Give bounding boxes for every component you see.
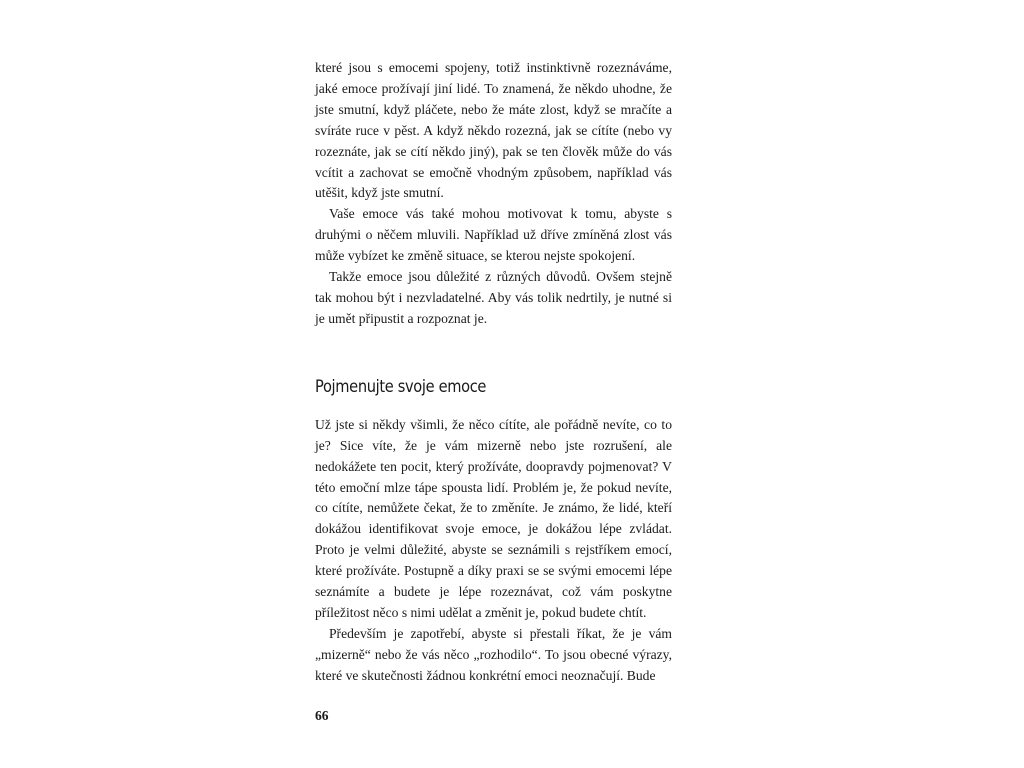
- page-body: [315, 58, 672, 687]
- paragraph-2: Vaše emoce vás také mohou motivovat k tomu, abyste s druhými o něčem mluvili. Například už dříve zmíněná zlost vás může vybízet ke změně situace, se kterou nejste spokojení.: [315, 206, 672, 264]
- paragraph-5: Především je zapotřebí, abyste si přestali říkat, že je vám „mizerně“ nebo že vás něco „rozhodilo“. To jsou obecné výrazy, které ve skutečnosti žádnou konkrétní emoci neoznačují. Bude: [315, 625, 672, 683]
- section-heading: Pojmenujte svoje emoce: [315, 376, 487, 397]
- paragraph-3: Takže emoce jsou důležité z různých důvodů. Ovšem stejně tak mohou být i nezvladatelné. Aby vás tolik nedrtily, je nutné si je umět připustit a rozpoznat je.: [315, 269, 672, 326]
- paragraph-1: které jsou s emocemi spojeny, totiž instinktivně rozeznáváme, jaké emoce prožívají jiní lidé. To znamená, že někdo uhodne, že jste smutní, když pláčete, nebo že máte zlost, když se mračíte a svíráte ruce v pěst. A když někdo rozezná, jak se cítíte (nebo vy rozeznáte, jak se cítí někdo jiný), pak se ten člověk může do vás vcítit a zachovat se emočně vhodným způsobem, například vás utěšit, když jste smutní.: [315, 60, 672, 201]
- paragraph-4: Už jste si někdy všimli, že něco cítíte, ale pořádně nevíte, co to je? Sice víte, že je vám mizerně nebo jste rozrušení, ale nedokážete ten pocit, který prožíváte, doopravdy pojmenovat? V této emoční mlze tápe spousta lidí. Problém je, že pokud nevíte, co cítíte, nemůžete čekat, že to změníte. Je známo, že lidé, kteří dokážou identifikovat svoje emoce, je dokážou lépe zvládat. Proto je velmi důležité, abyste se seznámili s rejstříkem emocí, které prožíváte. Postupně a díky praxi se se svými emocemi lépe seznámíte a budete je lépe rozeznávat, což vám poskytne příležitost něco s nimi udělat a změnit je, pokud budete chtít.: [315, 416, 672, 620]
- page-number: 66: [315, 708, 329, 723]
